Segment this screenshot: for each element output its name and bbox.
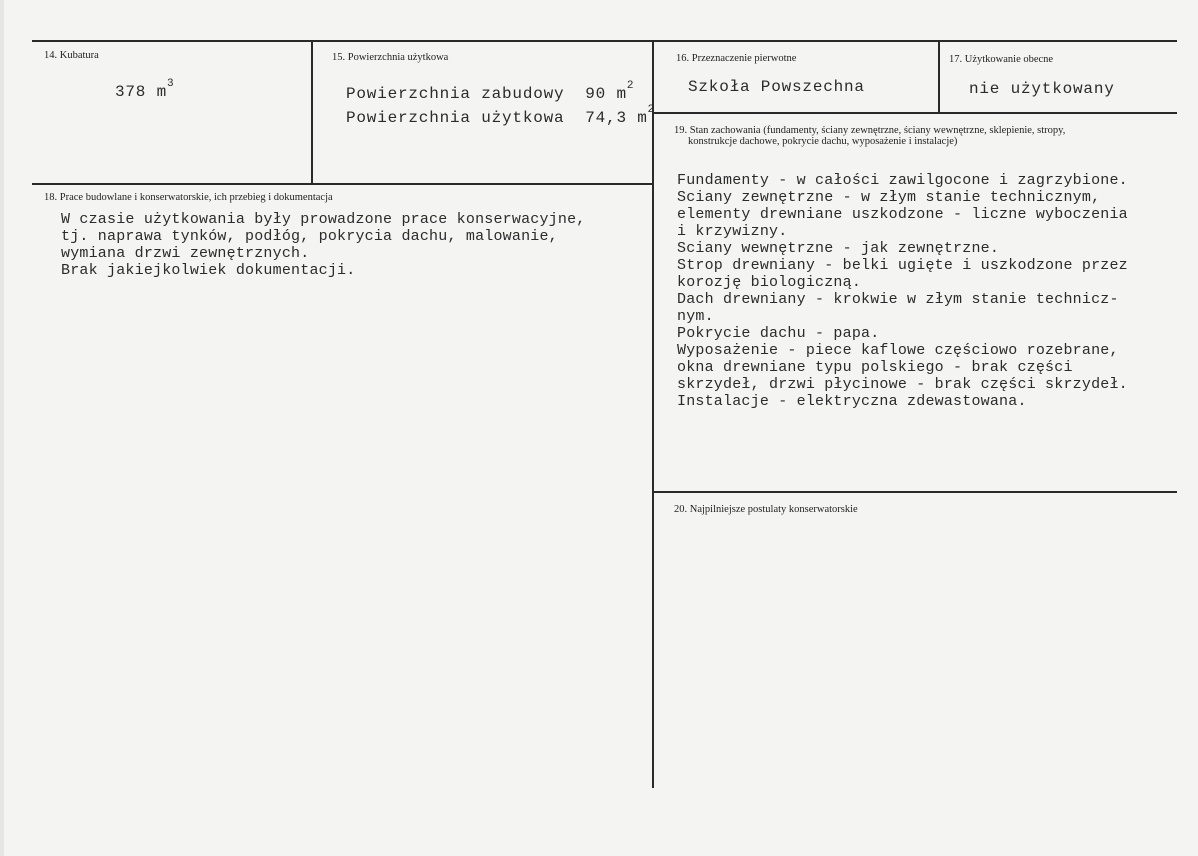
rule-under-14-15 (32, 183, 653, 185)
works-line: wymiana drzwi zewnętrznych. (61, 245, 310, 262)
field-16-value: Szkoła Powszechna (688, 78, 865, 96)
condition-line: Wyposażenie - piece kaflowe częściowo rozebrane, (677, 342, 1119, 359)
field-14-value (115, 80, 174, 104)
condition-line: Strop drewniany - belki ugięte i uszkodzone przez (677, 257, 1128, 274)
field-15-row-1 (346, 82, 634, 106)
field-18-text (61, 211, 585, 279)
condition-line: korozję biologiczną. (677, 274, 862, 291)
zabudowy-exponent: 2 (626, 80, 635, 92)
field-19-label-line-2: konstrukcje dachowe, pokrycie dachu, wyposażenie i instalacje) (688, 136, 958, 147)
kubatura-exponent: 3 (167, 78, 175, 90)
field-15-label: 15. Powierzchnia użytkowa (332, 52, 449, 63)
condition-line: elementy drewniane uszkodzone - liczne wyboczenia (677, 206, 1128, 223)
condition-line: Instalacje - elektryczna zdewastowana. (677, 393, 1027, 410)
rule-under-19 (652, 491, 1177, 493)
field-16-label: 16. Przeznaczenie pierwotne (676, 53, 797, 64)
top-rule (32, 40, 1177, 42)
condition-line: nym. (677, 308, 714, 325)
condition-line: i krzywizny. (677, 223, 788, 240)
kubatura-value: 378 m (115, 83, 168, 101)
uzytkowa-exponent: 2 (647, 104, 656, 116)
works-line: W czasie użytkowania były prowadzone prace konserwacyjne, (61, 211, 586, 228)
field-18-label: 18. Prace budowlane i konserwatorskie, ich przebieg i dokumentacja (44, 192, 333, 203)
divider-16-17 (938, 40, 940, 112)
condition-line: Dach drewniany - krokwie w złym stanie technicz- (677, 291, 1119, 308)
field-17-value: nie użytkowany (969, 80, 1115, 98)
page-edge (0, 0, 4, 856)
condition-line: okna drewniane typu polskiego - brak części (677, 359, 1073, 376)
works-line: tj. naprawa tynków, podłóg, pokrycia dachu, malowanie, (61, 228, 558, 245)
condition-line: Fundamenty - w całości zawilgocone i zagrzybione. (677, 172, 1128, 189)
condition-line: Sciany wewnętrzne - jak zewnętrzne. (677, 240, 1000, 257)
condition-line: skrzydeł, drzwi płycinowe - brak części skrzydeł. (677, 376, 1128, 393)
field-19-label-line-1: 19. Stan zachowania (fundamenty, ściany zewnętrzne, ściany wewnętrzne, sklepienie, stropy, (674, 125, 1066, 136)
divider-center (652, 40, 654, 788)
divider-14-15 (311, 40, 313, 185)
condition-line: Pokrycie dachu - papa. (677, 325, 880, 342)
uzytkowa-text: Powierzchnia użytkowa 74,3 m (346, 109, 648, 127)
field-20-label: 20. Najpilniejsze postulaty konserwatorskie (674, 504, 858, 515)
rule-under-16-17 (652, 112, 1177, 114)
works-line: Brak jakiejkolwiek dokumentacji. (61, 262, 356, 279)
field-17-label: 17. Użytkowanie obecne (949, 54, 1054, 65)
field-19-text (677, 172, 1128, 410)
condition-line: Sciany zewnętrzne - w złym stanie technicznym, (677, 189, 1101, 206)
field-15-row-2 (346, 106, 655, 130)
field-14-label: 14. Kubatura (44, 50, 99, 61)
zabudowy-text: Powierzchnia zabudowy 90 m (346, 85, 627, 103)
